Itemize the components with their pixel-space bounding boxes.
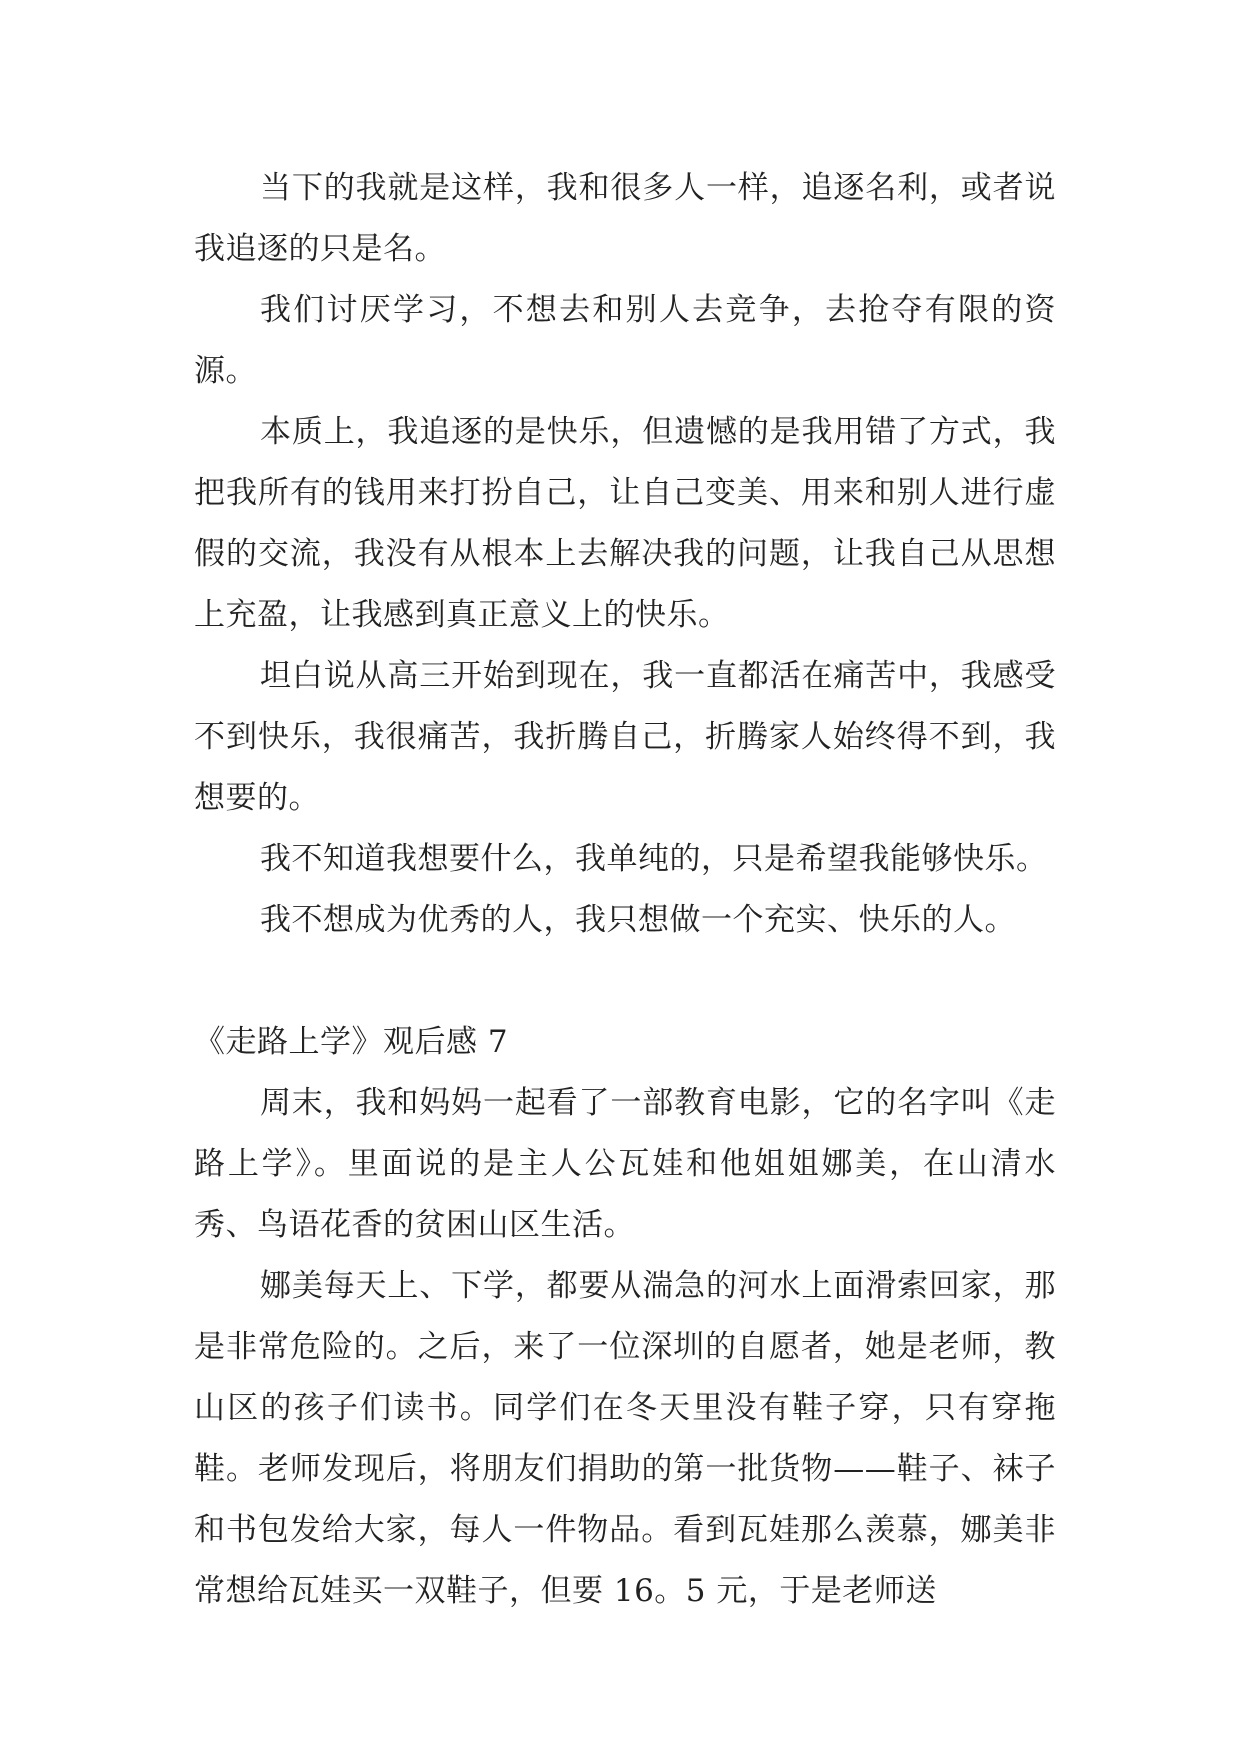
paragraph: 当下的我就是这样，我和很多人一样，追逐名利，或者说我追逐的只是名。 — [194, 170, 1056, 267]
paragraph: 坦白说从高三开始到现在，我一直都活在痛苦中，我感受不到快乐，我很痛苦，我折腾自己，折腾家人始终得不到，我想要的。 — [194, 658, 1056, 816]
paragraph: 我不知道我想要什么，我单纯的，只是希望我能够快乐。 — [260, 841, 1048, 877]
section-title: 《走路上学》观后感 7 — [194, 1024, 509, 1060]
document-body — [194, 158, 1056, 1622]
paragraph: 周末，我和妈妈一起看了一部教育电影，它的名字叫《走路上学》。里面说的是主人公瓦娃和他姐姐娜美，在山清水秀、鸟语花香的贫困山区生活。 — [194, 1085, 1056, 1243]
paragraph: 本质上，我追逐的是快乐，但遗憾的是我用错了方式，我把我所有的钱用来打扮自己，让自己变美、用来和别人进行虚假的交流，我没有从根本上去解决我的问题，让我自己从思想上充盈，让我感到真正意义上的快乐。 — [194, 414, 1056, 633]
paragraph: 我们讨厌学习，不想去和别人去竞争，去抢夺有限的资源。 — [194, 292, 1056, 389]
paragraph: 我不想成为优秀的人，我只想做一个充实、快乐的人。 — [260, 902, 1016, 938]
paragraph: 娜美每天上、下学，都要从湍急的河水上面滑索回家，那是非常危险的。之后，来了一位深圳的自愿者，她是老师，教山区的孩子们读书。同学们在冬天里没有鞋子穿，只有穿拖鞋。老师发现后，将朋友们捐助的第一批货物——鞋子、袜子和书包发给大家，每人一件物品。看到瓦娃那么羡慕，娜美非常想给瓦娃买一双鞋子，但要 16。5 元，于是老师送 — [194, 1268, 1056, 1609]
